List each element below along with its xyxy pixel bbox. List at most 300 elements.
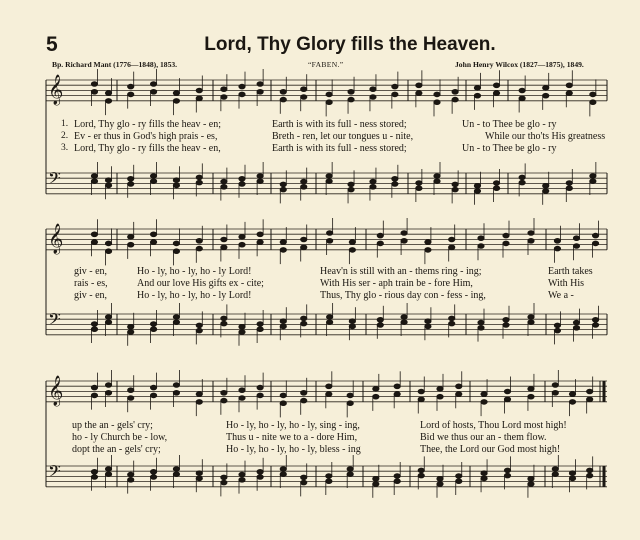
note-head [569, 476, 575, 481]
note-head [401, 239, 407, 244]
note-head [519, 96, 525, 101]
note-head [392, 92, 398, 97]
note-head [301, 391, 307, 396]
note-head [437, 482, 443, 487]
note-head [105, 183, 111, 188]
note-head [373, 387, 379, 392]
note-head [196, 400, 202, 405]
lyric-segment: rais - es, [74, 278, 108, 289]
lyric-segment: And our love His gifts ex - cite; [137, 278, 264, 289]
note-head [239, 388, 245, 393]
note-head [401, 231, 407, 236]
note-head [587, 397, 593, 402]
note-head [196, 392, 202, 397]
note-head [173, 472, 179, 477]
note-head [418, 389, 424, 394]
lyric-segment: Lord, Thy glo - ry fills the heav - en, [74, 143, 221, 154]
note-head [434, 92, 440, 97]
note-head [221, 480, 227, 485]
note-head [150, 393, 156, 398]
note-head [452, 90, 458, 95]
note-head [221, 237, 227, 242]
note-head [280, 240, 286, 245]
music-credit: John Henry Wilcox (1827—1875), 1849. [455, 60, 584, 69]
note-head [327, 231, 333, 236]
note-head [590, 179, 596, 184]
bass-clef-icon: 𝄢 [48, 168, 61, 192]
note-head [519, 175, 525, 180]
lyric-segment: up the an - gels' cry; [72, 420, 153, 431]
note-head [349, 319, 355, 324]
note-head [173, 241, 179, 246]
note-head [105, 315, 111, 320]
note-head [239, 182, 245, 187]
note-head [569, 400, 575, 405]
note-head [173, 391, 179, 396]
note-head [239, 325, 245, 330]
note-head [528, 315, 534, 320]
lyric-segment: Ev - er thus in God's high prais - es, [74, 131, 218, 142]
note-head [221, 398, 227, 403]
note-head [493, 83, 499, 88]
note-head [373, 477, 379, 482]
note-head [105, 383, 111, 388]
note-head [348, 187, 354, 192]
note-head [257, 240, 263, 245]
note-head [504, 397, 510, 402]
note-head [257, 82, 263, 87]
note-head [280, 472, 286, 477]
note-head [173, 383, 179, 388]
note-head [528, 239, 534, 244]
lyric-segment: With His [548, 278, 584, 289]
note-head [503, 318, 509, 323]
note-head [481, 471, 487, 476]
note-head [301, 185, 307, 190]
note-head [503, 323, 509, 328]
note-head [221, 179, 227, 184]
note-head [528, 320, 534, 325]
note-head [504, 389, 510, 394]
note-head [128, 330, 134, 335]
note-head [173, 315, 179, 320]
note-head [474, 86, 480, 91]
note-head [348, 90, 354, 95]
note-head [173, 249, 179, 254]
bass-clef-icon: 𝄢 [48, 309, 61, 333]
note-head [128, 84, 134, 89]
note-head [301, 245, 307, 250]
lyric-segment: Un - to Thee be glo - ry [462, 119, 557, 130]
note-head [478, 320, 484, 325]
note-head [434, 100, 440, 105]
note-head [150, 240, 156, 245]
note-head [569, 471, 575, 476]
note-head [257, 322, 263, 327]
words-credit: Bp. Richard Mant (1776—1848), 1853. [52, 60, 178, 69]
note-head [449, 245, 455, 250]
note-head [196, 323, 202, 328]
note-head [128, 235, 134, 240]
note-head [347, 393, 353, 398]
note-head [573, 320, 579, 325]
lyric-segment: giv - en, [74, 290, 108, 301]
lyric-segment: Lord of hosts, Thou Lord most high! [420, 420, 567, 431]
note-head [326, 392, 332, 397]
lyric-segment: Heav'n is still with an - thems ring - ing; [320, 266, 482, 277]
note-head [377, 318, 383, 323]
note-head [493, 91, 499, 96]
note-head [150, 385, 156, 390]
note-head [301, 398, 307, 403]
note-head [280, 182, 286, 187]
note-head [592, 323, 598, 328]
note-head [239, 177, 245, 182]
note-head [280, 324, 286, 329]
note-head [257, 179, 263, 184]
note-head [392, 84, 398, 89]
note-head [528, 394, 534, 399]
note-head [128, 92, 134, 97]
bass-clef-icon: 𝄢 [48, 461, 61, 485]
note-head [449, 316, 455, 321]
note-head [587, 389, 593, 394]
lyric-segment: ho - ly Church be - low, [72, 432, 168, 443]
note-head [481, 400, 487, 405]
note-head [452, 97, 458, 102]
note-head [349, 240, 355, 245]
note-head [196, 96, 202, 101]
treble-clef-icon: 𝄞 [48, 224, 64, 254]
note-head [481, 392, 487, 397]
note-head [456, 479, 462, 484]
note-head [91, 232, 97, 237]
hymn-number: 5 [46, 33, 58, 56]
note-head [528, 231, 534, 236]
note-head [418, 468, 424, 473]
note-head [504, 468, 510, 473]
note-head [257, 385, 263, 390]
note-head [552, 467, 558, 472]
note-head [301, 475, 307, 480]
note-head [528, 387, 534, 392]
note-head [401, 315, 407, 320]
note-head [221, 316, 227, 321]
note-head [543, 93, 549, 98]
note-head [196, 180, 202, 185]
note-head [221, 245, 227, 250]
hymn-title: Lord, Thy Glory fills the Heaven. [204, 34, 496, 55]
lyric-segment: Earth is with its full - ness stored; [272, 119, 407, 130]
note-head [196, 246, 202, 251]
note-head [592, 241, 598, 246]
note-head [493, 186, 499, 191]
note-head [173, 320, 179, 325]
note-head [173, 178, 179, 183]
note-head [554, 239, 560, 244]
note-head [504, 473, 510, 478]
note-head [370, 179, 376, 184]
lyric-segment: While our tho'ts His greatness [485, 131, 606, 142]
note-head [91, 240, 97, 245]
note-head [221, 391, 227, 396]
note-head [590, 92, 596, 97]
note-head [566, 83, 572, 88]
note-head [221, 87, 227, 92]
note-head [347, 472, 353, 477]
note-head [91, 90, 97, 95]
note-head [394, 392, 400, 397]
verse-number: 1. [61, 119, 69, 129]
note-head [416, 91, 422, 96]
note-head [370, 87, 376, 92]
note-head [105, 241, 111, 246]
note-head [503, 233, 509, 238]
note-head [280, 187, 286, 192]
note-head [239, 472, 245, 477]
note-head [196, 471, 202, 476]
lyric-segment: dopt the an - gels' cry; [72, 444, 161, 455]
note-head [425, 319, 431, 324]
note-head [456, 384, 462, 389]
note-head [128, 182, 134, 187]
note-head [257, 475, 263, 480]
note-head [173, 99, 179, 104]
note-head [456, 392, 462, 397]
note-head [280, 97, 286, 102]
note-head [377, 241, 383, 246]
note-head [280, 319, 286, 324]
note-head [587, 473, 593, 478]
note-head [196, 328, 202, 333]
note-head [416, 186, 422, 191]
note-head [257, 327, 263, 332]
note-head [150, 232, 156, 237]
note-head [349, 324, 355, 329]
lyric-segment: Earth is with its full - ness stored; [272, 143, 407, 154]
note-head [280, 248, 286, 253]
note-head [566, 186, 572, 191]
note-head [91, 322, 97, 327]
note-head [326, 92, 332, 97]
note-head [347, 401, 353, 406]
note-head [348, 97, 354, 102]
note-head [128, 472, 134, 477]
note-head [394, 474, 400, 479]
lyric-segment: With His ser - aph train be - fore Him, [320, 278, 473, 289]
note-head [327, 315, 333, 320]
note-head [401, 320, 407, 325]
note-head [326, 479, 332, 484]
note-head [519, 180, 525, 185]
lyric-segment: Breth - ren, let our tongues u - nite, [272, 131, 414, 142]
note-head [239, 330, 245, 335]
note-head [592, 318, 598, 323]
note-head [326, 100, 332, 105]
note-head [91, 179, 97, 184]
note-head [392, 182, 398, 187]
note-head [552, 472, 558, 477]
note-head [478, 244, 484, 249]
note-head [257, 393, 263, 398]
note-head [377, 233, 383, 238]
note-head [221, 185, 227, 190]
note-head [493, 181, 499, 186]
note-head [326, 474, 332, 479]
note-head [257, 90, 263, 95]
lyric-segment: Ho - ly, ho - ly, ho - ly Lord! [137, 266, 252, 277]
note-head [377, 323, 383, 328]
note-head [566, 181, 572, 186]
note-head [326, 174, 332, 179]
note-head [196, 239, 202, 244]
lyric-segment: Thus, Thy glo - rious day con - fess - ing, [320, 290, 486, 301]
note-head [434, 174, 440, 179]
note-head [128, 177, 134, 182]
note-head [437, 394, 443, 399]
note-head [554, 328, 560, 333]
note-head [91, 385, 97, 390]
note-head [105, 320, 111, 325]
note-head [105, 91, 111, 96]
note-head [587, 468, 593, 473]
note-head [326, 179, 332, 184]
note-head [528, 482, 534, 487]
note-head [221, 321, 227, 326]
note-head [592, 233, 598, 238]
note-head [452, 182, 458, 187]
note-head [91, 393, 97, 398]
note-head [449, 237, 455, 242]
note-head [347, 467, 353, 472]
note-head [349, 248, 355, 253]
note-head [474, 93, 480, 98]
note-head [128, 242, 134, 247]
lyric-segment: We a - [548, 290, 574, 301]
note-head [239, 84, 245, 89]
note-head [478, 326, 484, 331]
note-head [280, 90, 286, 95]
note-head [150, 470, 156, 475]
note-head [150, 90, 156, 95]
note-head [418, 397, 424, 402]
note-head [528, 477, 534, 482]
note-head [105, 178, 111, 183]
note-head [569, 392, 575, 397]
note-head [437, 477, 443, 482]
note-head [437, 387, 443, 392]
treble-clef-icon: 𝄞 [48, 75, 64, 105]
note-head [239, 92, 245, 97]
note-head [573, 244, 579, 249]
note-head [373, 482, 379, 487]
note-head [392, 177, 398, 182]
note-head [128, 388, 134, 393]
note-head [150, 322, 156, 327]
lyric-segment: Ho - ly, ho - ly, ho - ly Lord! [137, 290, 252, 301]
note-head [573, 326, 579, 331]
note-head [128, 396, 134, 401]
note-head [91, 82, 97, 87]
note-head [196, 88, 202, 93]
note-head [425, 240, 431, 245]
note-head [552, 383, 558, 388]
note-head [239, 396, 245, 401]
note-head [348, 182, 354, 187]
note-head [105, 99, 111, 104]
note-head [370, 185, 376, 190]
note-head [554, 323, 560, 328]
treble-clef-icon: 𝄞 [48, 376, 64, 406]
note-head [301, 179, 307, 184]
note-head [150, 174, 156, 179]
note-head [150, 475, 156, 480]
verse-number: 2. [61, 131, 69, 141]
note-head [257, 174, 263, 179]
note-head [394, 384, 400, 389]
note-head [474, 184, 480, 189]
note-head [105, 391, 111, 396]
note-head [128, 478, 134, 483]
note-head [128, 325, 134, 330]
note-head [478, 236, 484, 241]
note-head [173, 467, 179, 472]
note-head [301, 321, 307, 326]
note-head [327, 239, 333, 244]
note-head [394, 479, 400, 484]
note-head [425, 324, 431, 329]
note-head [418, 473, 424, 478]
note-head [573, 236, 579, 241]
note-head [474, 189, 480, 194]
note-head [196, 476, 202, 481]
verse-number: 3. [61, 143, 69, 153]
note-head [91, 174, 97, 179]
lyric-segment: Ho - ly, ho - ly, ho - ly, sing - ing, [226, 420, 360, 431]
note-head [370, 95, 376, 100]
note-head [301, 95, 307, 100]
note-head [373, 394, 379, 399]
note-head [566, 91, 572, 96]
note-head [280, 393, 286, 398]
note-head [543, 189, 549, 194]
note-head [301, 237, 307, 242]
note-head [257, 470, 263, 475]
note-head [543, 184, 549, 189]
note-head [481, 476, 487, 481]
note-head [105, 467, 111, 472]
note-head [519, 88, 525, 93]
note-head [221, 475, 227, 480]
tune-name: “FABEN.” [308, 60, 344, 69]
note-head [239, 478, 245, 483]
note-head [554, 246, 560, 251]
note-head [280, 467, 286, 472]
note-head [105, 249, 111, 254]
note-head [543, 86, 549, 91]
lyric-segment: Un - to Thee be glo - ry [462, 143, 557, 154]
note-head [326, 384, 332, 389]
note-head [173, 91, 179, 96]
note-head [301, 316, 307, 321]
note-head [196, 175, 202, 180]
note-head [221, 95, 227, 100]
note-head [301, 480, 307, 485]
note-head [280, 401, 286, 406]
lyric-segment: Ho - ly, ho - ly, ho - ly, bless - ing [226, 444, 361, 455]
lyric-segment: Bid we thus our an - them flow. [420, 432, 547, 443]
note-head [503, 241, 509, 246]
